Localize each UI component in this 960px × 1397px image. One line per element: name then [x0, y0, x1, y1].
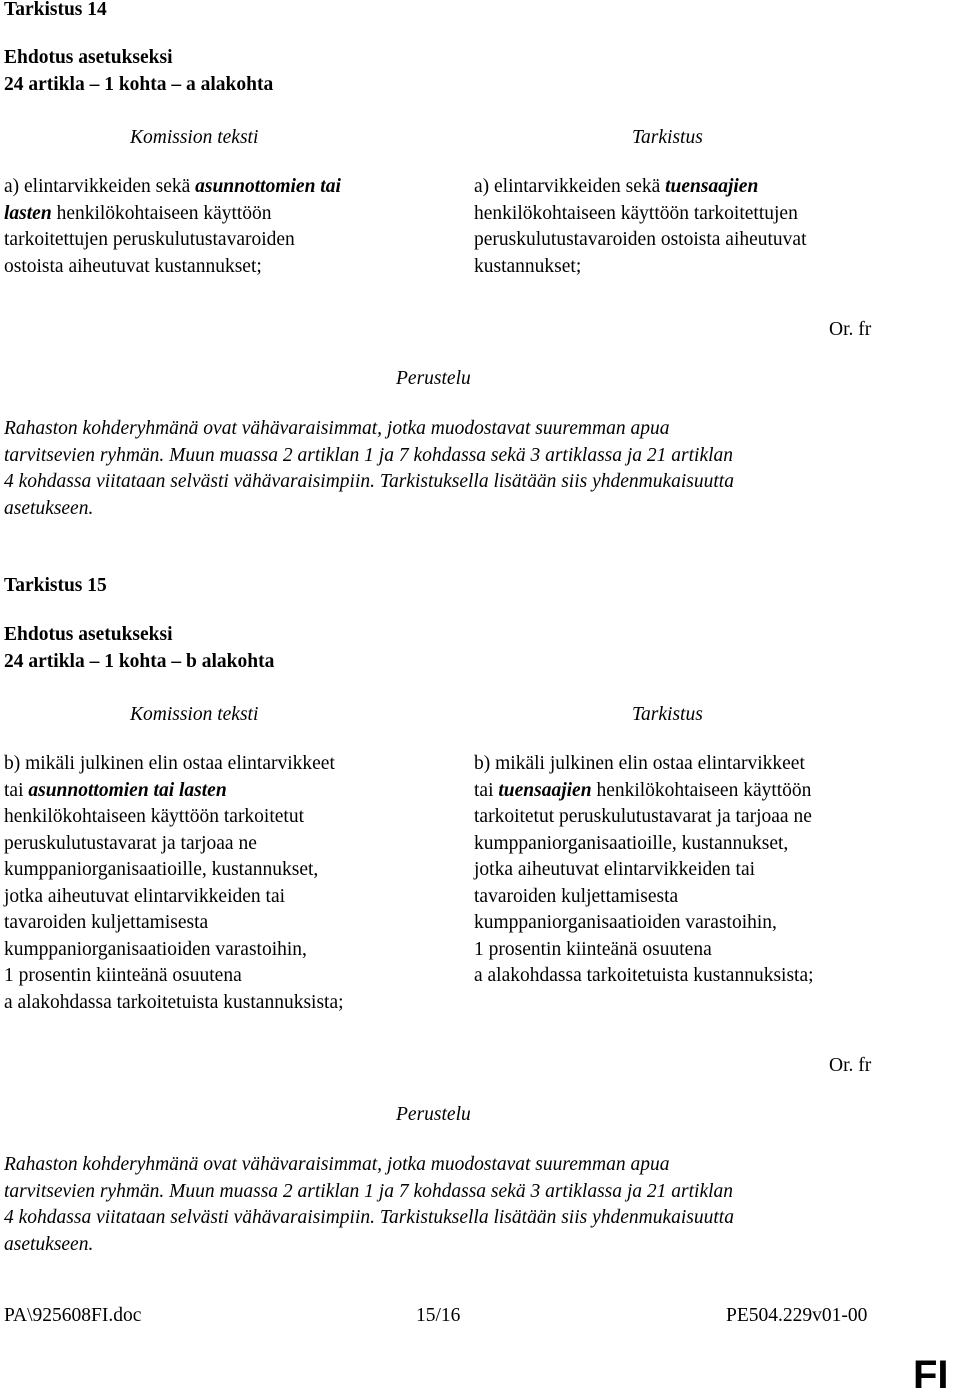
text-line — [4, 778, 344, 805]
amendment-14-original-language: Or. fr — [829, 319, 872, 340]
text-run: a alakohdassa tarkoitetuista kustannuksista; — [474, 965, 814, 986]
amendment-15-amendment-text — [474, 751, 814, 990]
text-run: peruskulutustavaroiden ostoista aiheutuvat — [474, 229, 807, 250]
text-run: ostoista aiheutuvat kustannukset; — [4, 255, 262, 277]
footer-page-number: 15/16 — [416, 1305, 461, 1326]
text-run: b) mikäli julkinen elin ostaa elintarvikkeet — [474, 753, 805, 774]
text-run: henkilökohtaiseen käyttöön tarkoitettujen — [474, 202, 798, 224]
text-run: henkilökohtaiseen käyttöön — [51, 202, 272, 224]
text-run: henkilökohtaiseen käyttöön — [591, 779, 812, 801]
text-line — [474, 857, 814, 884]
text-line — [4, 884, 344, 911]
amendment-15-right-header: Tarkistus — [632, 704, 703, 725]
text-line — [474, 831, 814, 858]
emphasized-text: lasten — [4, 202, 52, 224]
justification-line: tarvitsevien ryhmän. Muun muassa 2 artiklan 1 ja 7 kohdassa sekä 3 artiklassa ja 21 artiklan — [4, 1180, 734, 1202]
text-line — [4, 963, 344, 990]
emphasized-text: asunnottomien tai — [195, 176, 341, 197]
text-line — [474, 937, 814, 964]
text-run: jotka aiheutuvat elintarvikkeiden tai — [474, 859, 756, 880]
emphasized-text: tuensaajien — [498, 779, 592, 801]
text-line — [474, 201, 807, 228]
amendment-14-justification-header: Perustelu — [396, 368, 471, 389]
text-run: henkilökohtaiseen käyttöön tarkoitetut — [4, 806, 305, 827]
text-run: kumppaniorganisaatioille, kustannukset, — [474, 832, 789, 854]
amendment-14-amendment-text — [474, 174, 807, 280]
text-line — [474, 174, 807, 201]
justification-line: 4 kohdassa viitataan selvästi vähävaraisimpiin. Tarkistuksella lisätään siis yhdenmukaisuutta — [4, 471, 734, 492]
text-run: kumppaniorganisaatioiden varastoihin, — [474, 912, 777, 933]
text-run: tarkoitetut peruskulutustavarat ja tarjoaa ne — [474, 806, 812, 827]
text-run: 1 prosentin kiinteänä osuutena — [474, 938, 712, 960]
text-run: jotka aiheutuvat elintarvikkeiden tai — [4, 885, 286, 907]
amendment-14-title: Tarkistus 14 — [4, 0, 107, 20]
text-run: tavaroiden kuljettamisesta — [474, 885, 679, 907]
text-line — [4, 227, 341, 254]
text-run: tai — [474, 779, 499, 801]
amendment-14-commission-text — [4, 174, 341, 280]
justification-line: Rahaston kohderyhmänä ovat vähävaraisimmat, jotka muodostavat suuremman apua — [4, 1154, 670, 1175]
text-run: kustannukset; — [474, 255, 582, 277]
text-line — [474, 884, 814, 911]
amendment-14-proposal: Ehdotus asetukseksi — [4, 47, 173, 68]
text-line — [4, 831, 344, 858]
footer-pe-ref: PE504.229v01-00 — [726, 1305, 868, 1326]
amendment-15-commission-text — [4, 751, 344, 1016]
text-run: tarkoitettujen peruskulutustavaroiden — [4, 229, 295, 250]
footer-language-code: FI — [913, 1353, 949, 1397]
text-run: a alakohdassa tarkoitetuista kustannuksista; — [4, 991, 344, 1013]
amendment-15-justification-header: Perustelu — [396, 1104, 471, 1125]
text-line — [4, 751, 344, 778]
amendment-15-justification — [4, 1152, 734, 1258]
justification-line: 4 kohdassa viitataan selvästi vähävaraisimpiin. Tarkistuksella lisätään siis yhdenmukaisuutta — [4, 1207, 734, 1228]
justification-line: tarvitsevien ryhmän. Muun muassa 2 artiklan 1 ja 7 kohdassa sekä 3 artiklassa ja 21 artiklan — [4, 444, 734, 466]
text-run: b) mikäli julkinen elin ostaa elintarvikkeet — [4, 753, 335, 774]
amendment-15-title: Tarkistus 15 — [4, 575, 107, 596]
text-line — [4, 254, 341, 281]
emphasized-text: tuensaajien — [665, 176, 759, 197]
text-line — [474, 778, 814, 805]
text-run: 1 prosentin kiinteänä osuutena — [4, 965, 242, 986]
text-line — [4, 857, 344, 884]
justification-line: asetukseen. — [4, 1233, 94, 1255]
amendment-15-original-language: Or. fr — [829, 1055, 872, 1076]
emphasized-text: asunnottomien tai lasten — [28, 779, 227, 801]
text-run: kumppaniorganisaatioille, kustannukset, — [4, 859, 319, 880]
text-line — [474, 804, 814, 831]
text-line — [4, 990, 344, 1017]
text-line — [474, 963, 814, 990]
text-line — [474, 751, 814, 778]
justification-line: Rahaston kohderyhmänä ovat vähävaraisimmat, jotka muodostavat suuremman apua — [4, 418, 670, 439]
text-line — [474, 227, 807, 254]
amendment-14-justification — [4, 416, 734, 522]
amendment-15-article: 24 artikla – 1 kohta – b alakohta — [4, 651, 275, 672]
amendment-14-left-header: Komission teksti — [130, 127, 259, 148]
text-run: kumppaniorganisaatioiden varastoihin, — [4, 938, 307, 960]
text-line — [4, 937, 344, 964]
text-line — [4, 174, 341, 201]
amendment-15-proposal: Ehdotus asetukseksi — [4, 624, 173, 645]
justification-line: asetukseen. — [4, 497, 94, 519]
text-line — [4, 910, 344, 937]
text-run: peruskulutustavarat ja tarjoaa ne — [4, 832, 257, 854]
text-run: tavaroiden kuljettamisesta — [4, 912, 209, 933]
amendment-14-article: 24 artikla – 1 kohta – a alakohta — [4, 74, 274, 95]
text-run: a) elintarvikkeiden sekä — [474, 176, 666, 197]
amendment-15-left-header: Komission teksti — [130, 704, 259, 725]
text-line — [4, 201, 341, 228]
text-run: a) elintarvikkeiden sekä — [4, 176, 196, 197]
footer-doc-ref: PA\925608FI.doc — [4, 1305, 142, 1326]
text-line — [4, 804, 344, 831]
amendment-14-right-header: Tarkistus — [632, 127, 703, 148]
text-line — [474, 254, 807, 281]
text-line — [474, 910, 814, 937]
text-run: tai — [4, 779, 29, 801]
